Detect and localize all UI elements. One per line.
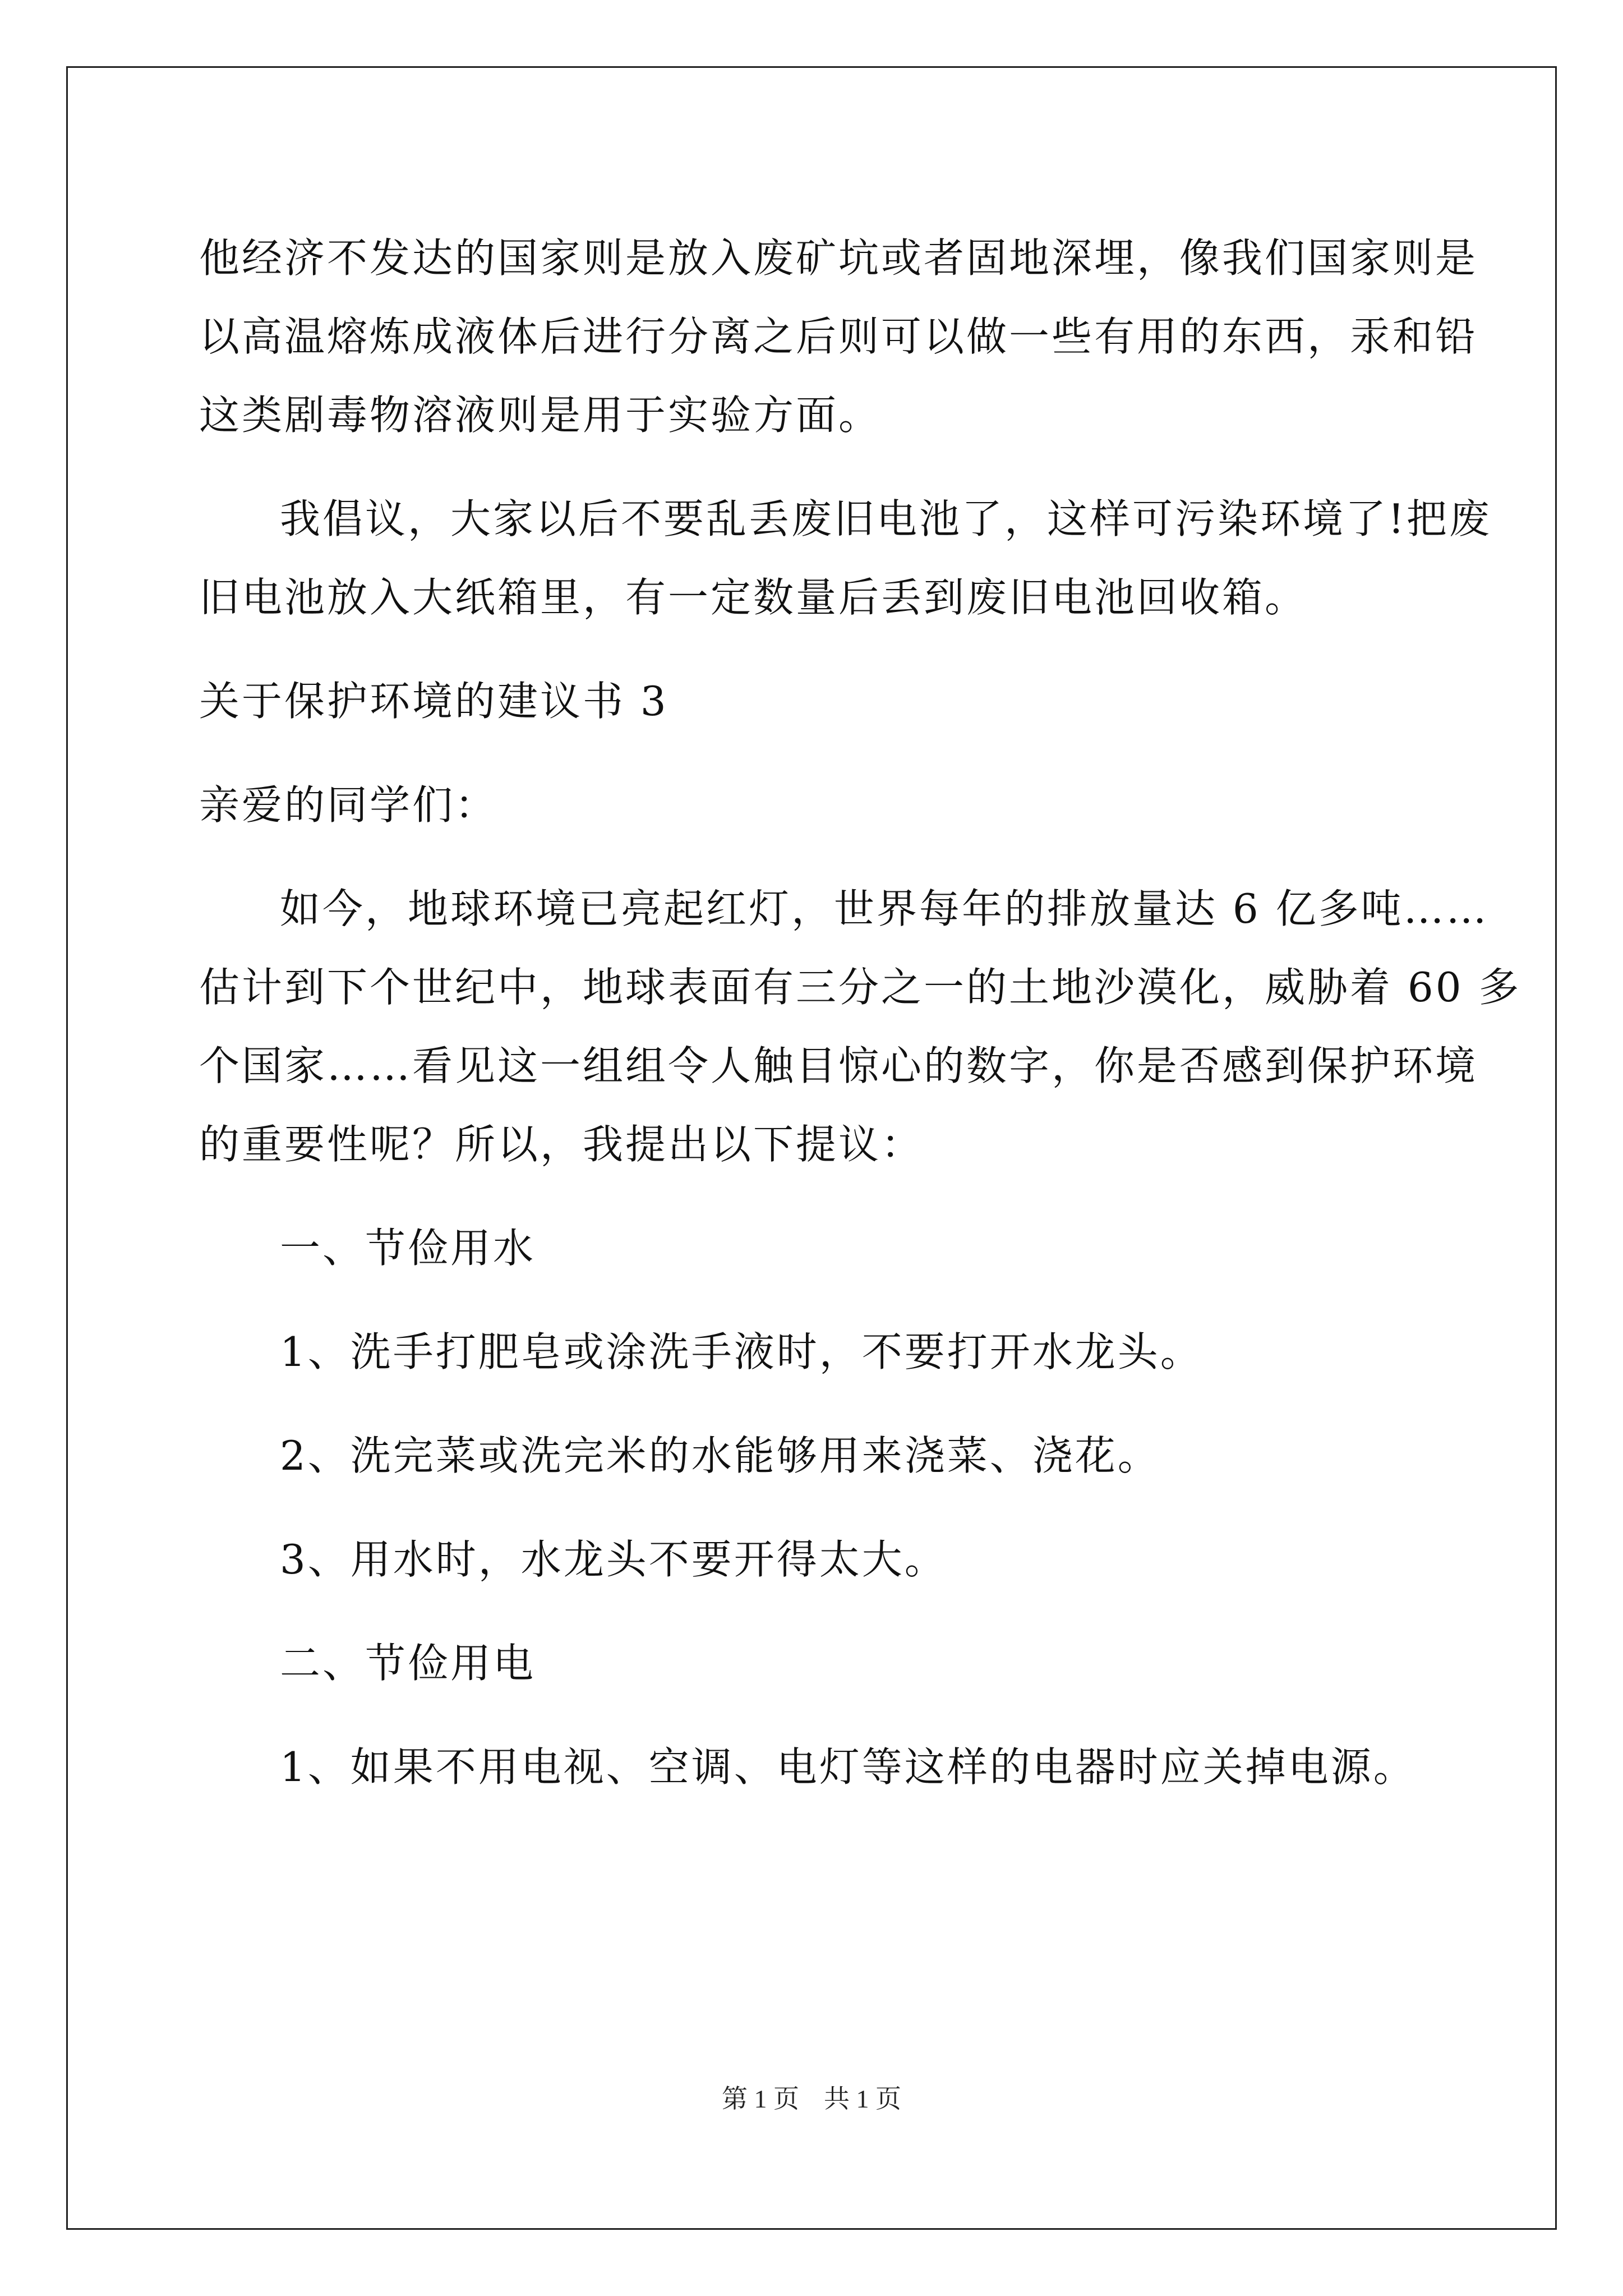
text-line: 如今，地球环境已亮起红灯，世界每年的排放量达 6 亿多吨…… xyxy=(280,885,1489,932)
text-line: 旧电池放入大纸箱里，有一定数量后丢到废旧电池回收箱。 xyxy=(199,574,1308,621)
paragraph xyxy=(199,1520,1433,1599)
text-line: 估计到下个世纪中，地球表面有三分之一的土地沙漠化，威胁着 60 多 xyxy=(199,964,1521,1011)
paragraph xyxy=(199,1416,1433,1495)
text-line: 的重要性呢？所以，我提出以下提议： xyxy=(199,1121,924,1168)
paragraph xyxy=(199,1313,1433,1391)
paragraph xyxy=(199,480,1492,637)
text-line: 二、节俭用电 xyxy=(280,1640,536,1687)
text-line: 2、洗完菜或洗完米的水能够用来浇菜、浇花。 xyxy=(280,1432,1160,1479)
text-line: 1、如果不用电视、空调、电灯等这样的电器时应关掉电源。 xyxy=(280,1743,1416,1791)
text-line: 1、洗手打肥皂或涂洗手液时，不要打开水龙头。 xyxy=(280,1328,1203,1375)
text-line: 一、节俭用水 xyxy=(280,1225,536,1272)
page-number: 第 1 页 xyxy=(722,2085,799,2113)
paragraph xyxy=(199,1624,1433,1703)
paragraph xyxy=(199,1728,1433,1806)
text-line: 以高温熔炼成液体后进行分离之后则可以做一些有用的东西，汞和铅 xyxy=(199,313,1478,360)
text-line: 亲爱的同学们： xyxy=(199,781,498,829)
text-line: 3、用水时，水龙头不要开得太大。 xyxy=(280,1536,947,1583)
text-line: 他经济不发达的国家则是放入废矿坑或者固地深埋，像我们国家则是 xyxy=(199,234,1478,282)
page-footer xyxy=(0,2082,1623,2116)
text-line: 我倡议，大家以后不要乱丢废旧电池了，这样可污染环境了!把废 xyxy=(280,495,1492,542)
paragraph xyxy=(199,869,1521,1184)
text-line: 这类剧毒物溶液则是用于实验方面。 xyxy=(199,392,882,439)
paragraph xyxy=(199,219,1478,454)
paragraph xyxy=(199,766,1433,844)
text-line: 个国家……看见这一组组令人触目惊心的数字，你是否感到保护环境 xyxy=(199,1042,1478,1089)
paragraph xyxy=(199,662,1433,740)
text-line: 关于保护环境的建议书 3 xyxy=(199,678,668,725)
paragraph xyxy=(199,1209,1433,1287)
page-total: 共 1 页 xyxy=(824,2085,901,2113)
document-body xyxy=(199,219,1521,1806)
